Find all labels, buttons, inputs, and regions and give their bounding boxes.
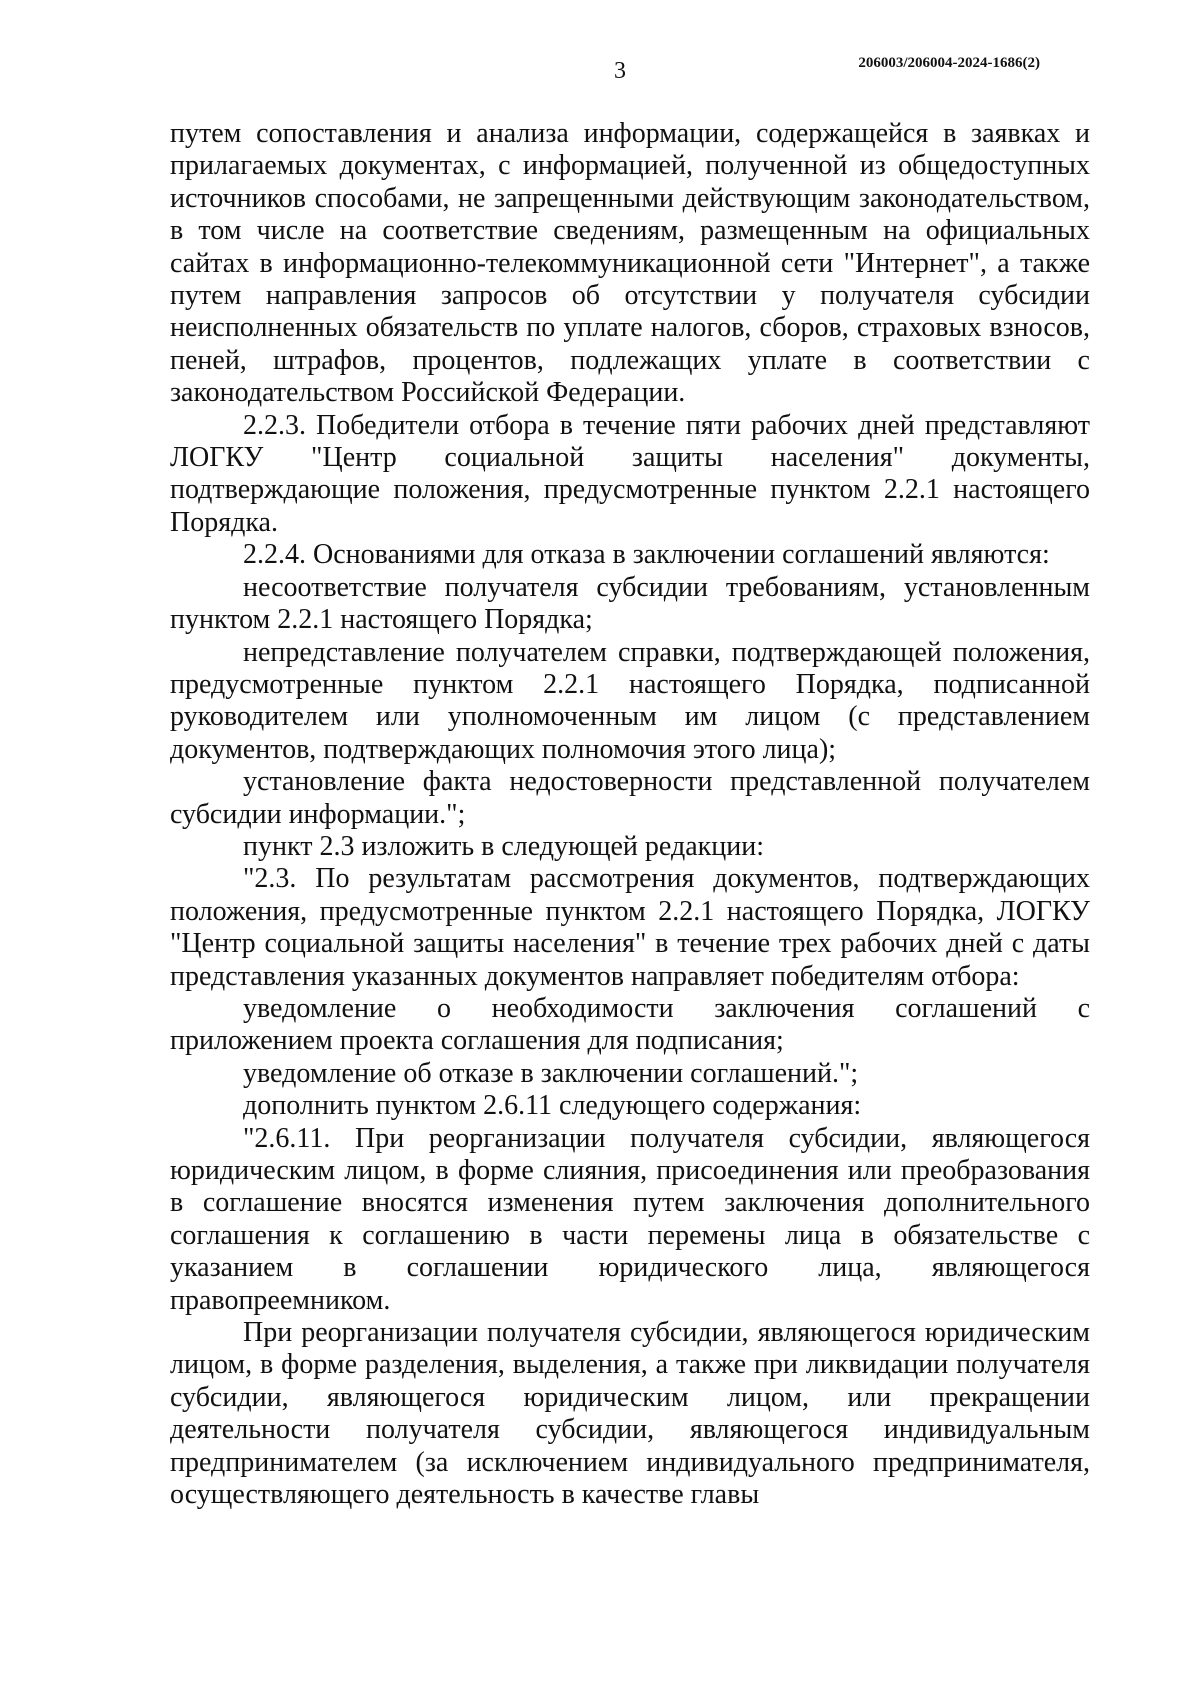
paragraph: 2.2.3. Победители отбора в течение пяти рабочих дней представляют ЛОГКУ "Центр социальной защиты населения" документы, подтверждающие положения, предусмотренные пунктом 2.2.1 настоящего Порядка.	[170, 409, 1090, 538]
paragraph: дополнить пунктом 2.6.11 следующего содержания:	[243, 1090, 862, 1122]
document-body	[170, 118, 1090, 1511]
paragraph: 2.2.4. Основаниями для отказа в заключении соглашений являются:	[243, 539, 1050, 571]
paragraph: При реорганизации получателя субсидии, являющегося юридическим лицом, в форме разделения, выделения, а также при ликвидации получателя субсидии, являющегося юридическим лицом, или прекращении деятельности получателя субсидии, являющегося индивидуальным предпринимателем (за исключением индивидуального предпринимателя, осуществляющего деятельность в качестве главы	[170, 1317, 1090, 1511]
paragraph: уведомление об отказе в заключении соглашений.";	[243, 1057, 859, 1089]
paragraph: непредставление получателем справки, подтверждающей положения, предусмотренные пунктом 2.2.1 настоящего Порядка, подписанной руководителем или уполномоченным им лицом (с представлением документов, подтверждающих полномочия этого лица);	[170, 636, 1090, 765]
paragraph: "2.3. По результатам рассмотрения документов, подтверждающих положения, предусмотренные пунктом 2.2.1 настоящего Порядка, ЛОГКУ "Центр социальной защиты населения" в течение трех рабочих дней с даты представления указанных документов направляет победителям отбора:	[170, 863, 1090, 992]
paragraph: уведомление о необходимости заключения соглашений с приложением проекта соглашения для подписания;	[170, 992, 1090, 1057]
paragraph: установление факта недостоверности представленной получателем субсидии информации.";	[170, 766, 1090, 830]
paragraph: "2.6.11. При реорганизации получателя субсидии, являющегося юридическим лицом, в форме слияния, присоединения или преобразования в соглашение вносятся изменения путем заключения дополнительного соглашения к соглашению в части перемены лица в обязательстве с указанием в соглашении юридического лица, являющегося правопреемником.	[170, 1122, 1090, 1316]
page-number: 3	[614, 58, 626, 84]
document-id: 206003/206004-2024-1686(2)	[858, 55, 1040, 71]
paragraph: несоответствие получателя субсидии требованиям, установленным пунктом 2.2.1 настоящего Порядка;	[170, 571, 1090, 636]
paragraph: пункт 2.3 изложить в следующей редакции:	[243, 830, 764, 862]
paragraph: путем сопоставления и анализа информации, содержащейся в заявках и прилагаемых документах, с информацией, полученной из общедоступных источников способами, не запрещенными действующим законодательством, в том числе на соответствие сведениям, размещенным на официальных сайтах в информационно-телекоммуникационной сети "Интернет", а также путем направления запросов об отсутствии у получателя субсидии неисполненных обязательств по уплате налогов, сборов, страховых взносов, пеней, штрафов, процентов, подлежащих уплате в соответствии с законодательством Российской Федерации.	[170, 118, 1090, 409]
